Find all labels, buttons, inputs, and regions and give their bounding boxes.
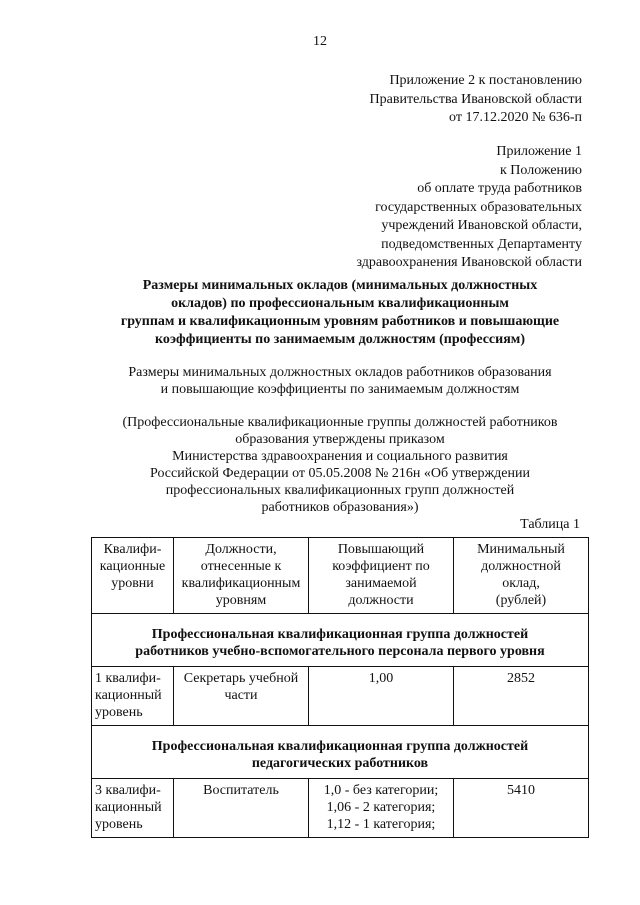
group-line: Профессиональная квалификационная группа должностей [151, 627, 529, 642]
position-cell [174, 667, 309, 726]
header-line: кационные [99, 559, 166, 574]
level-line: 3 квалифи- [95, 783, 161, 798]
appendix-1-line: учреждений Ивановской области, [381, 218, 582, 233]
group-heading [92, 726, 589, 779]
coefficient-cell [309, 779, 454, 838]
coefficient-line: 1,12 - 1 категория; [326, 817, 436, 832]
note-line: (Профессиональные квалификационные группы должностей работников [122, 415, 558, 430]
appendix-1-header [357, 143, 583, 273]
subtitle-line: Размеры минимальных должностных окладов работников образования [128, 365, 552, 380]
level-line: 1 квалифи- [95, 671, 161, 686]
group-line: работников учебно-вспомогательного персонала первого уровня [135, 644, 545, 659]
title-line: группам и квалификационным уровням работников и повышающие [120, 314, 560, 329]
legal-note [90, 414, 590, 516]
salary-cell: 5410 [454, 779, 589, 838]
table-row [92, 667, 589, 726]
salary-cell: 2852 [454, 667, 589, 726]
table-caption: Таблица 1 [520, 517, 580, 532]
level-cell [92, 667, 174, 726]
table-header-row [92, 538, 589, 614]
header-position [174, 538, 309, 614]
header-line: Квалифи- [103, 542, 162, 557]
header-line: отнесенные к [200, 559, 282, 574]
header-line: коэффициент по [332, 559, 430, 574]
position-line: Воспитатель [203, 783, 279, 798]
coefficient-line: 1,00 [368, 671, 394, 686]
header-line: оклад, [502, 576, 540, 591]
note-line: профессиональных квалификационных групп должностей [165, 483, 515, 498]
appendix-2-line: от 17.12.2020 № 636-п [449, 110, 582, 125]
level-line: кационный [95, 688, 162, 703]
note-line: образования утверждены приказом [235, 432, 445, 447]
document-title [90, 277, 590, 349]
salary-table [91, 537, 589, 838]
title-line: коэффициенты по занимаемым должностям (профессиям) [154, 332, 525, 347]
appendix-2-header [370, 72, 582, 128]
table-row [92, 779, 589, 838]
coefficient-cell [309, 667, 454, 726]
appendix-1-line: здравоохранения Ивановской области [356, 255, 582, 270]
header-line: уровням [215, 593, 267, 608]
position-line: Секретарь учебной [183, 671, 299, 686]
header-line: Должности, [205, 542, 277, 557]
header-line: Минимальный [477, 542, 565, 557]
appendix-1-line: Приложение 1 [496, 144, 582, 159]
header-line: должности [348, 593, 414, 608]
page-number: 12 [313, 34, 327, 49]
note-line: Российской Федерации от 05.05.2008 № 216н «Об утверждении [150, 466, 530, 481]
group-line: Профессиональная квалификационная группа должностей [151, 739, 529, 754]
appendix-1-line: подведомственных Департаменту [381, 236, 582, 252]
appendix-1-line: об оплате труда работников [417, 181, 582, 196]
appendix-1-line: государственных образовательных [375, 199, 582, 215]
group-row [92, 726, 589, 779]
group-row [92, 614, 589, 667]
appendix-2-line: Правительства Ивановской области [369, 91, 582, 107]
level-cell [92, 779, 174, 838]
coefficient-line: 1,06 - 2 категория; [326, 800, 436, 815]
level-line: кационный [95, 800, 162, 815]
header-salary [454, 538, 589, 614]
appendix-1-line: к Положению [499, 162, 582, 178]
level-line: уровень [95, 817, 143, 832]
header-line: занимаемой [345, 576, 417, 591]
note-line: Министерства здравоохранения и социального развития [172, 449, 508, 464]
header-line: квалификационным [181, 576, 301, 591]
subtitle-line: и повышающие коэффициенты по занимаемым должностям [160, 382, 520, 397]
header-level [92, 538, 174, 614]
level-line: уровень [95, 705, 143, 720]
header-line: (рублей) [495, 593, 547, 608]
header-line: должностной [481, 559, 561, 574]
position-cell [174, 779, 309, 838]
position-line: части [224, 688, 258, 703]
document-subtitle [90, 364, 590, 398]
header-line: уровни [111, 576, 154, 591]
header-line: Повышающий [337, 542, 425, 557]
note-line: работников образования») [261, 500, 419, 515]
title-line: Размеры минимальных окладов (минимальных должностных [142, 278, 538, 293]
group-heading [92, 614, 589, 667]
header-coefficient [309, 538, 454, 614]
group-line: педагогических работников [251, 756, 429, 771]
appendix-2-line: Приложение 2 к постановлению [389, 73, 582, 88]
title-line: окладов) по профессиональным квалификационным [171, 296, 509, 311]
coefficient-line: 1,0 - без категории; [323, 783, 439, 798]
